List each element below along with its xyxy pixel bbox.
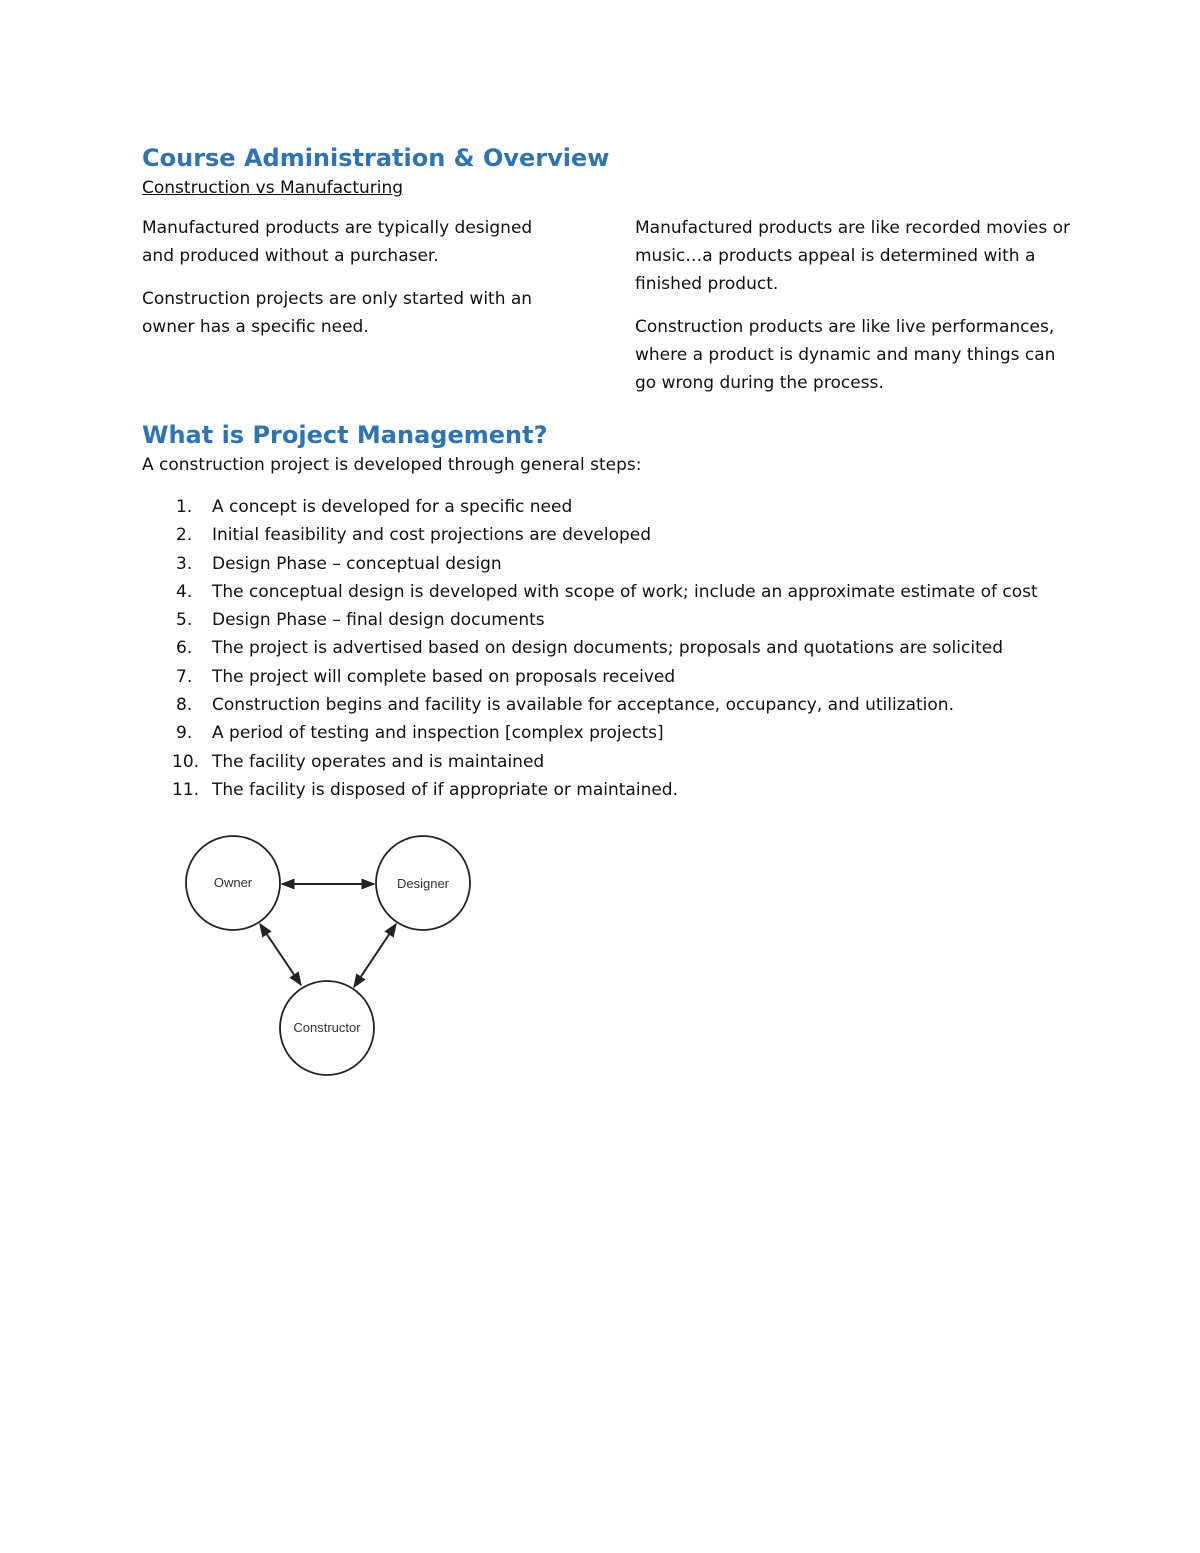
document-page [142, 140, 1072, 804]
steps-intro: A construction project is developed through general steps: [142, 455, 642, 475]
step-number: 3. [176, 553, 193, 574]
step-number: 9. [176, 723, 193, 744]
two-column-comparison [142, 214, 1072, 412]
section-title-course-administration: Course Administration & Overview [142, 144, 610, 172]
step-item [142, 776, 1072, 804]
step-item [142, 719, 1072, 747]
step-item [142, 748, 1072, 776]
step-item [142, 550, 1072, 578]
section-subtitle: Construction vs Manufacturing [142, 178, 404, 198]
step-item [142, 663, 1072, 691]
left-paragraph: Manufactured products are typically designed and produced without a purchaser. [142, 218, 533, 266]
designer-node [376, 836, 470, 930]
left-paragraph: Construction projects are only started with an owner has a specific need. [142, 289, 533, 337]
step-text: The conceptual design is developed with scope of work; include an approximate estimate of cost [212, 581, 1038, 602]
step-text: Construction begins and facility is available for acceptance, occupancy, and utilization. [212, 695, 954, 716]
owner-node [186, 836, 280, 930]
constructor-label: Constructor [293, 1020, 361, 1035]
step-text: The project will complete based on proposals received [212, 666, 676, 687]
step-number: 5. [176, 610, 193, 631]
step-number: 11. [172, 779, 200, 800]
step-text: Initial feasibility and cost projections are developed [212, 525, 652, 546]
step-text: Design Phase – final design documents [212, 610, 545, 631]
owner-label: Owner [213, 875, 253, 890]
step-item [142, 521, 1072, 549]
step-number: 1. [176, 497, 193, 517]
step-item [142, 578, 1072, 606]
owner-constructor-arrow [260, 924, 301, 985]
step-text: A concept is developed for a specific need [212, 497, 573, 517]
step-number: 8. [176, 695, 193, 716]
step-item [142, 634, 1072, 662]
step-text: The project is advertised based on design documents; proposals and quotations are solicited [212, 638, 1003, 659]
step-number: 4. [176, 581, 193, 602]
step-number: 10. [172, 751, 200, 772]
section-title-project-management: What is Project Management? [142, 421, 548, 449]
step-item [142, 606, 1072, 634]
right-paragraph: Construction products are like live performances, where a product is dynamic and many things can go wrong during the process. [635, 317, 1056, 393]
step-item [142, 493, 1072, 521]
step-text: A period of testing and inspection [complex projects] [212, 723, 664, 744]
step-text: The facility is disposed of if appropriate or maintained. [212, 779, 678, 800]
step-number: 7. [176, 666, 193, 687]
right-paragraph: Manufactured products are like recorded movies or music…a products appeal is determined with a finished product. [635, 218, 1070, 294]
left-column [142, 214, 562, 412]
step-item [142, 691, 1072, 719]
steps-list [142, 493, 1072, 804]
constructor-node [280, 981, 374, 1075]
step-number: 6. [176, 638, 193, 659]
project-relationship-diagram [180, 828, 480, 1083]
step-number: 2. [176, 525, 193, 546]
designer-label: Designer [396, 876, 450, 891]
step-text: Design Phase – conceptual design [212, 553, 502, 574]
designer-constructor-arrow [354, 924, 396, 987]
step-text: The facility operates and is maintained [212, 751, 545, 772]
right-column [635, 214, 1072, 412]
